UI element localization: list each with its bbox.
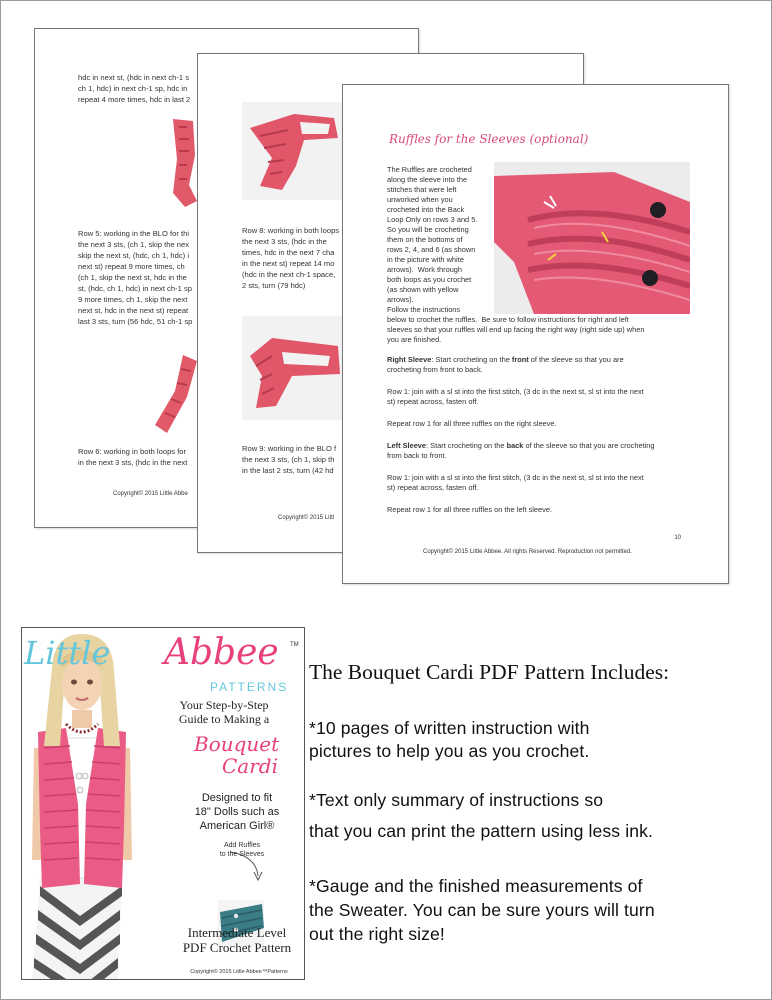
brand-little: Little <box>24 634 111 672</box>
page1-row5-line: next st, hdc in the next st) repeat <box>78 306 189 315</box>
page-number: 10 <box>674 535 681 541</box>
ruffles-intro-line: unworked when you <box>387 195 453 204</box>
page2-row8-line: (hdc in the next ch-1 space, <box>242 270 336 279</box>
page2-row8-line: times, hdc in the next 7 cha <box>242 248 335 257</box>
page1-copyright: Copyright© 2015 Little Abbe <box>113 491 188 497</box>
ruffles-follow-line: Follow the instructions <box>387 305 461 314</box>
cover-fit-line: 18" Dolls such as <box>194 806 280 818</box>
ruffles-intro-line: them on the bottoms of <box>387 235 463 244</box>
ruffles-intro-line: both loops as you crochet <box>387 275 472 284</box>
ruffles-intro-line: in the picture with white <box>387 255 464 264</box>
cover-fit-line: American Girl® <box>199 820 275 832</box>
cover-product-name: Bouquet <box>194 732 280 756</box>
left-sleeve-label: Left Sleeve <box>387 441 427 450</box>
includes-line: *10 pages of written instruction with <box>309 718 590 738</box>
includes-line: that you can print the pattern using less ink. <box>309 821 653 841</box>
cover-copyright: Copyright© 2015 Little Abbee™Patterns <box>190 969 288 975</box>
right-sleeve-label: Right Sleeve <box>387 355 432 364</box>
ruffles-intro-line: stitches that were left <box>387 185 457 194</box>
left-repeat-line: Repeat row 1 for all three ruffles on the left sleeve. <box>387 505 553 514</box>
page2-row9-line: in the last 2 sts, turn (42 hd <box>242 466 334 475</box>
includes-line: *Text only summary of instructions so <box>309 790 604 810</box>
includes-line: *Gauge and the finished measurements of <box>309 876 643 896</box>
page1-top-line: repeat 4 more times, hdc in last 2 <box>78 95 191 104</box>
ruffles-intro-line: The Ruffles are crocheted <box>387 165 472 174</box>
ruffles-intro-line: arrows). <box>387 295 414 304</box>
crochet-piece-photo <box>242 102 346 200</box>
page1-row5-line: skip the next st, (hdc, ch 1, hdc) i <box>78 251 190 260</box>
cover-tagline-line: Guide to Making a <box>178 712 270 726</box>
left-sleeve-instruction: Left Sleeve: Start crocheting on the back of the sleeve so that you are crocheting <box>387 441 655 450</box>
page1-row5-line: Row 5: working in the BLO for thi <box>78 229 190 238</box>
page2-row9-line: Row 9: working in the BLO f <box>242 444 337 453</box>
cover-ruffles-line: Add Ruffles <box>223 842 261 849</box>
left-sleeve-instruction-cont: from back to front. <box>387 451 447 460</box>
ruffles-intro-line: along the sleeve into the <box>387 175 468 184</box>
cover-level-line: PDF Crochet Pattern <box>182 940 292 955</box>
page1-row5-line: 9 more times, ch 1, skip the next <box>78 295 188 304</box>
right-sleeve-instruction-cont: crocheting from front to back. <box>387 365 483 374</box>
includes-heading: The Bouquet Cardi PDF Pattern Includes: <box>309 660 670 684</box>
ruffles-follow-line: you are finished. <box>387 335 442 344</box>
includes-line: out the right size! <box>309 924 445 944</box>
right-row1-line: Row 1: join with a sl st into the first stitch, (3 dc in the next st, sl st into the next <box>387 387 644 396</box>
ruffles-follow-line: sleeves so that your ruffles will end up facing the right way (right side up) when <box>387 325 645 334</box>
right-repeat-line: Repeat row 1 for all three ruffles on the right sleeve. <box>387 419 557 428</box>
page2-row8-line: 2 sts, turn (79 hdc) <box>242 281 306 290</box>
cover-level-line: Intermediate Level <box>187 925 287 940</box>
cover-ruffles-line: to the Sleeves <box>219 851 265 858</box>
page2-row8-line: in the next st) repeat 14 mo <box>242 259 335 268</box>
cover-tagline-line: Your Step-by-Step <box>179 698 269 712</box>
page2-row8-line: the next 3 sts, (hdc in the <box>242 237 327 246</box>
left-row1-line: Row 1: join with a sl st into the first stitch, (3 dc in the next st, sl st into the next <box>387 473 644 482</box>
includes-line: the Sweater. You can be sure yours will turn <box>309 900 655 920</box>
page1-row5-line: next st) repeat 9 more times, ch <box>78 262 185 271</box>
ruffles-intro-line: So you will be crocheting <box>387 225 469 234</box>
pattern-cover <box>21 627 305 980</box>
page2-row8-line: Row 8: working in both loops <box>242 226 340 235</box>
crochet-strip-photo <box>147 351 203 443</box>
ruffles-intro-line: crocheted into the Back <box>387 205 465 214</box>
page1-row5-line: the next 3 sts, (ch 1, skip the nex <box>78 240 190 249</box>
ruffles-intro-line: Loop Only on rows 3 and 5. <box>387 215 478 224</box>
page1-top-line: ch 1, hdc) in next ch-1 sp, hdc in <box>78 84 188 93</box>
sleeve-ruffle-photo <box>494 162 690 314</box>
ruffles-heading: Ruffles for the Sleeves (optional) <box>389 132 589 146</box>
ruffles-intro-line: rows 2, 4, and 6 (as shown <box>387 245 476 254</box>
cover-product-name: Cardi <box>222 754 278 778</box>
page1-row6-line: in the next 3 sts, (hdc in the next <box>78 458 188 467</box>
ruffles-intro-line: arrows). Work through <box>387 265 463 274</box>
brand-abbee: Abbee <box>164 632 279 673</box>
page1-top-line: hdc in next st, (hdc in next ch-1 s <box>78 73 190 82</box>
ruffles-intro-line: (as shown with yellow <box>387 285 459 294</box>
page2-row9-line: the next 3 sts, (ch 1, skip th <box>242 455 335 464</box>
right-row1-line: st) repeat across, fasten off. <box>387 397 479 406</box>
cover-fit-line: Designed to fit <box>201 792 273 804</box>
crochet-piece-photo <box>242 316 346 420</box>
page1-row5-line: last 3 sts, turn (56 hdc, 51 ch-1 sp <box>78 317 193 326</box>
includes-line: pictures to help you as you crochet. <box>309 741 590 761</box>
brand-tm: TM <box>290 642 299 648</box>
page1-row5-line: (ch 1, skip the next st, hdc in the <box>78 273 187 282</box>
preview-page-3 <box>342 84 729 584</box>
page2-copyright: Copyright© 2015 Littl <box>278 515 335 521</box>
brand-patterns: PATTERNS <box>210 680 289 694</box>
ruffles-follow-line: below to crochet the ruffles. Be sure to follow instructions for right and left <box>387 315 629 324</box>
right-sleeve-instruction: Right Sleeve: Start crocheting on the front of the sleeve so that you are <box>387 355 624 364</box>
page3-copyright: Copyright© 2015 Little Abbee. All rights Reserved. Reproduction not permitted. <box>423 549 632 555</box>
page1-row5-line: st, (hdc, ch 1, hdc) in next ch-1 sp <box>78 284 192 293</box>
skirt-stripes <box>32 878 122 980</box>
left-row1-line: st) repeat across, fasten off. <box>387 483 479 492</box>
page1-row6-line: Row 6: working in both loops for <box>78 447 187 456</box>
